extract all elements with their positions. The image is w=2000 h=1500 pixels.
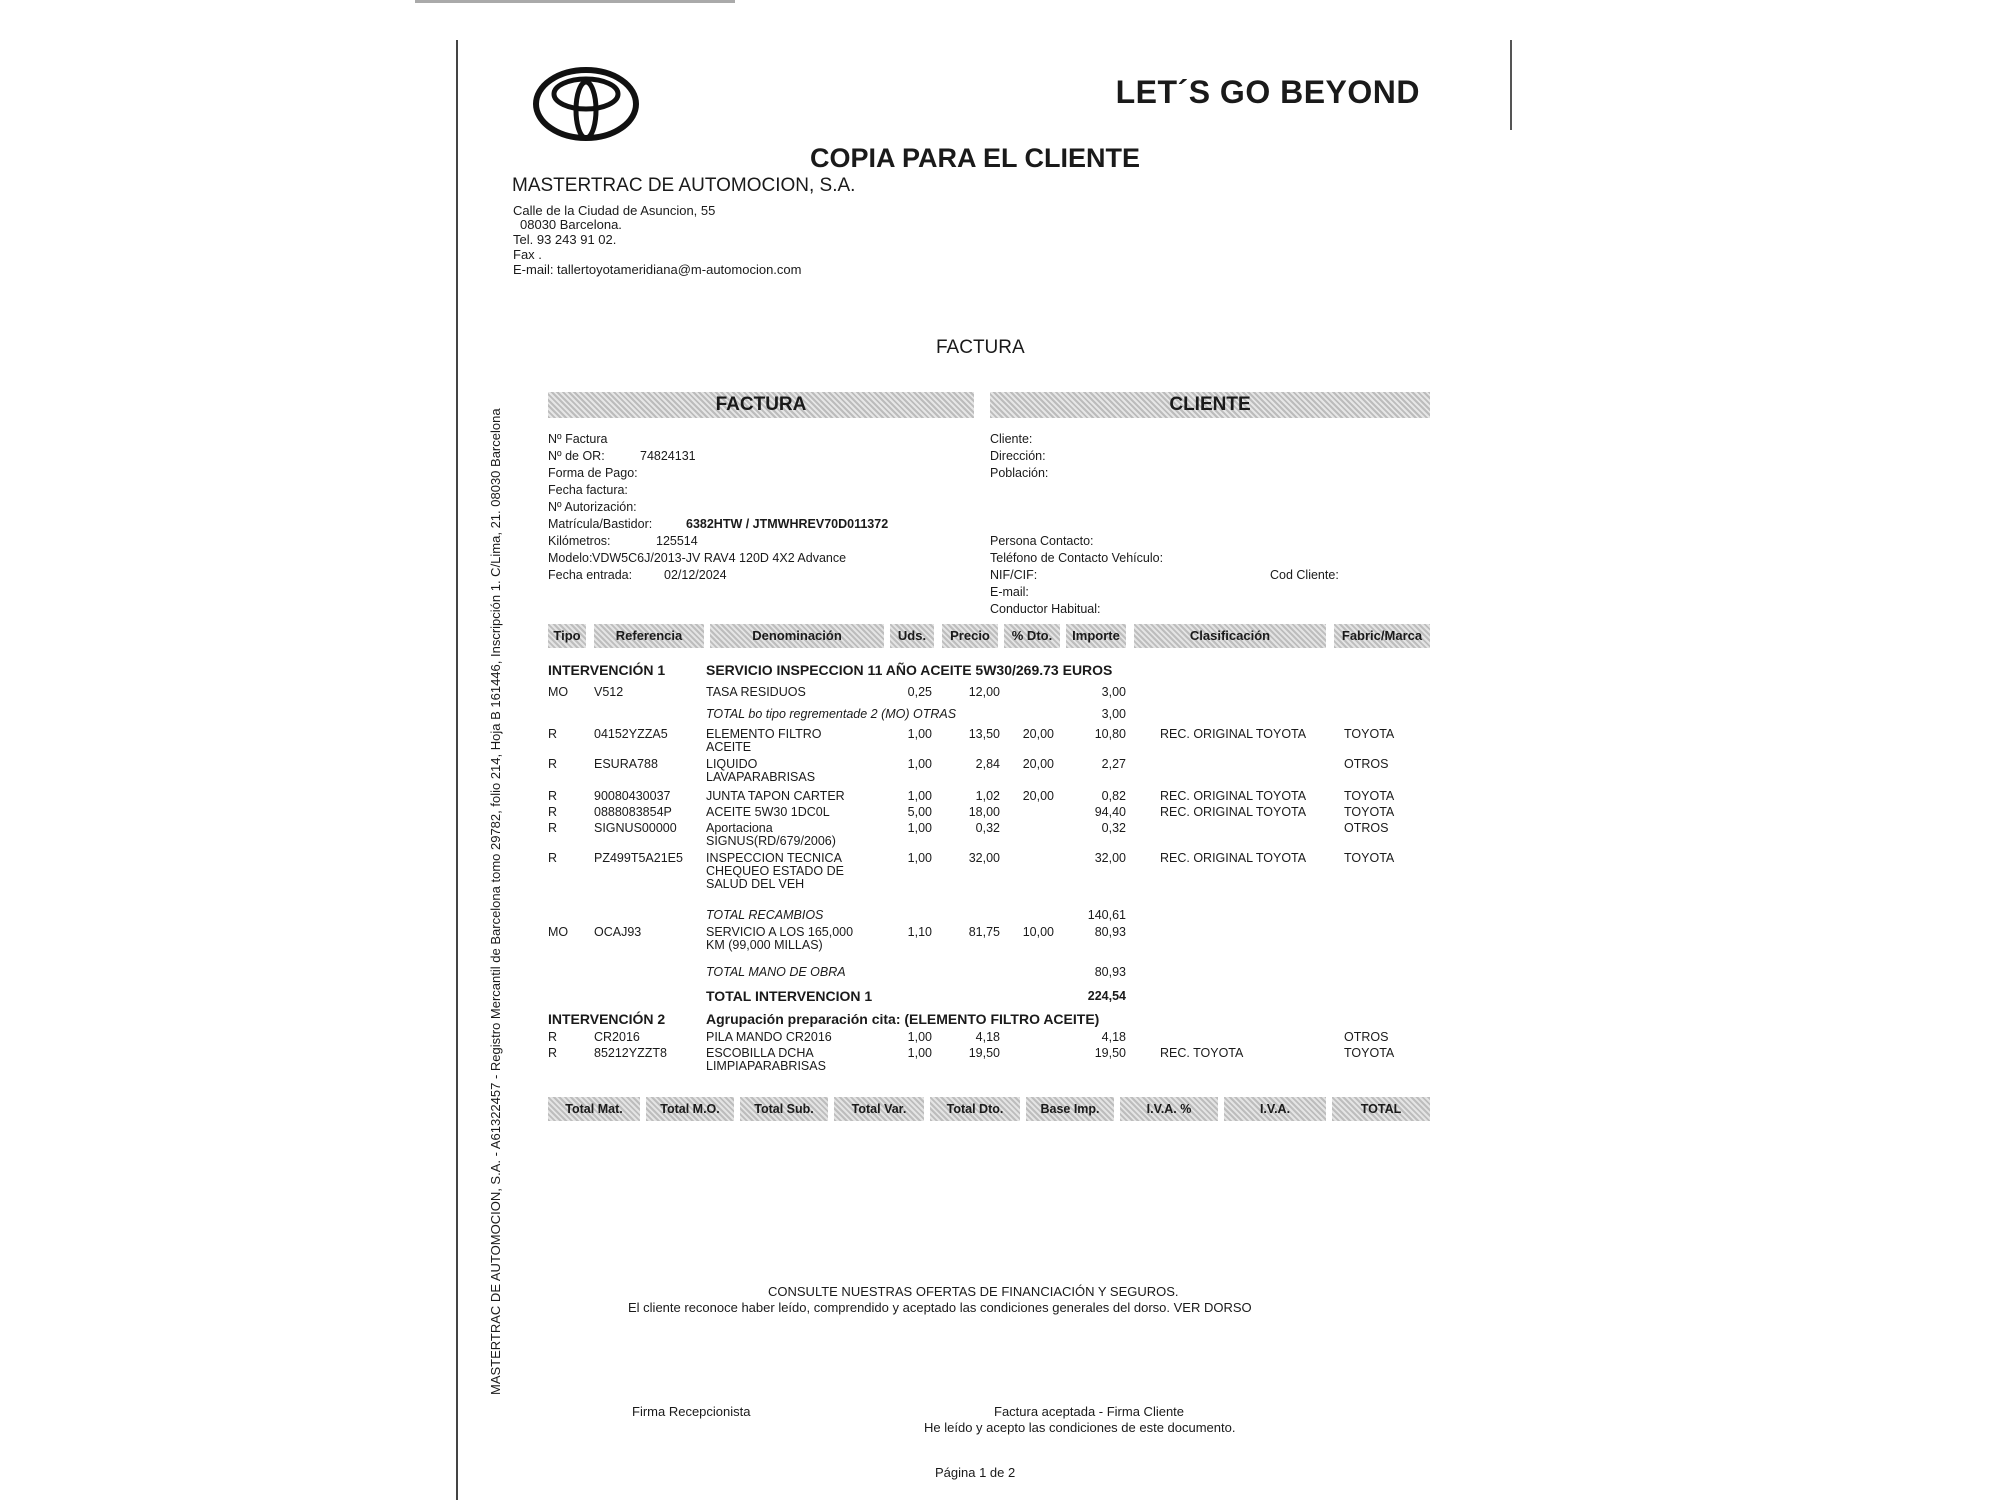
document-title: FACTURA (936, 337, 1025, 358)
cell-tipo: MO (548, 925, 569, 939)
firma-recepcionista-label: Firma Recepcionista (632, 1404, 751, 1419)
cell-marca: OTROS (1344, 757, 1389, 771)
matricula-value: 6382HTW / JTMWHREV70D011372 (686, 517, 889, 531)
cell-precio: 12,00 (968, 685, 1000, 699)
cell-precio: 19,50 (968, 1046, 1000, 1060)
cell-denominacion: ACEITE 5W30 1DC0L (706, 805, 830, 819)
total-header: Total M.O. (646, 1097, 734, 1121)
cell-imp: 0,32 (1101, 821, 1126, 835)
scan-artifact (415, 0, 735, 3)
cell-imp: 0,82 (1101, 789, 1126, 803)
cell-tipo: MO (548, 685, 569, 699)
factura-aceptada-label: Factura aceptada - Firma Cliente (994, 1404, 1185, 1419)
cell-precio: 0,32 (975, 821, 1000, 835)
col-precio: Precio (942, 624, 998, 648)
total-header: TOTAL (1332, 1097, 1430, 1121)
cell-denominacion: TOTAL bo tipo regrementade 2 (MO) OTRAS (706, 707, 957, 721)
total-header: Base Imp. (1026, 1097, 1114, 1121)
poblacion-label: Población: (990, 466, 1049, 480)
n-factura-label: Nº Factura (548, 432, 608, 446)
cell-tipo: R (548, 851, 558, 865)
cell-tipo: R (548, 727, 558, 741)
slogan: LET´S GO BEYOND (1115, 74, 1420, 110)
address-line: Tel. 93 243 91 02. (513, 232, 617, 247)
cell-imp: 2,27 (1101, 757, 1126, 771)
cell-ref: 90080430037 (594, 789, 671, 803)
cell-precio: 81,75 (968, 925, 1000, 939)
total-header: Total Mat. (548, 1097, 640, 1121)
cell-marca: TOYOTA (1344, 805, 1395, 819)
cell-imp: 80,93 (1094, 925, 1126, 939)
cell-denominacion: ELEMENTO FILTRO (706, 727, 822, 741)
total-header: Total Dto. (930, 1097, 1020, 1121)
cell-uds: 1,00 (907, 727, 932, 741)
cell-denominacion: SIGNUS(RD/679/2006) (706, 834, 836, 848)
cell-uds: 1,00 (907, 1046, 932, 1060)
cell-precio: 18,00 (968, 805, 1000, 819)
cell-uds: 1,10 (907, 925, 932, 939)
he-leido-label: He leído y acepto las condiciones de este documento. (924, 1420, 1236, 1435)
cell-denominacion: KM (99,000 MILLAS) (706, 938, 823, 952)
conditions-note: El cliente reconoce haber leído, comprendido y aceptado las condiciones generales del dorso. VER DORSO (628, 1300, 1252, 1315)
cell-imp: 19,50 (1094, 1046, 1126, 1060)
registry-side-text: MASTERTRAC DE AUTOMOCION, S.A. - A61322457 - Registro Mercantil de Barcelona tomo 29782, folio 214, Hoja B 161446, Inscripción 1. C/Lima, 21. 08030 Barcelona (488, 408, 503, 1395)
cell-denominacion: LIQUIDO (706, 757, 758, 771)
col-fabric-marca: Fabric/Marca (1334, 624, 1430, 648)
cell-ref: SIGNUS00000 (594, 821, 677, 835)
col-clasificacion: Clasificación (1134, 624, 1326, 648)
cell-denominacion: PILA MANDO CR2016 (706, 1030, 832, 1044)
persona-contacto-label: Persona Contacto: (990, 534, 1094, 548)
col-tipo: Tipo (548, 624, 586, 648)
cell-dto: 20,00 (1022, 757, 1054, 771)
toyota-logo-icon (533, 67, 639, 141)
cell-imp: 94,40 (1094, 805, 1126, 819)
cell-dto: 20,00 (1022, 789, 1054, 803)
company-name: MASTERTRAC DE AUTOMOCION, S.A. (512, 175, 856, 196)
total-header: I.V.A. % (1120, 1097, 1218, 1121)
cell-tipo: R (548, 789, 558, 803)
financing-note: CONSULTE NUESTRAS OFERTAS DE FINANCIACIÓN Y SEGUROS. (768, 1284, 1179, 1299)
cell-denominacion: JUNTA TAPON CARTER (706, 789, 845, 803)
cell-denominacion: ESCOBILLA DCHA (706, 1046, 814, 1060)
cliente-label: Cliente: (990, 432, 1033, 446)
cell-marca: TOYOTA (1344, 727, 1395, 741)
cell-denominacion: LIMPIAPARABRISAS (706, 1059, 826, 1073)
cell-tipo: R (548, 757, 558, 771)
copia-title: COPIA PARA EL CLIENTE (809, 143, 1141, 173)
cell-ref: 85212YZZT8 (594, 1046, 667, 1060)
cell-ref: ESURA788 (594, 757, 658, 771)
cell-precio: 4,18 (975, 1030, 1000, 1044)
col-referencia: Referencia (594, 624, 704, 648)
modelo-value: VDW5C6J/2013-JV RAV4 120D 4X2 Advance (592, 551, 847, 565)
n-or-value: 74824131 (640, 449, 696, 463)
cliente-section-header: CLIENTE (990, 392, 1430, 418)
cell-imp: 224,54 (1087, 989, 1126, 1003)
cell-clas: REC. TOYOTA (1160, 1046, 1244, 1060)
cell-marca: TOYOTA (1344, 1046, 1395, 1060)
cell-uds: 5,00 (907, 805, 932, 819)
total-header: I.V.A. (1224, 1097, 1326, 1121)
page-number: Página 1 de 2 (935, 1465, 1016, 1480)
cell-tipo: R (548, 1030, 558, 1044)
cell-precio: 13,50 (968, 727, 1000, 741)
conductor-label: Conductor Habitual: (990, 602, 1101, 616)
nif-label: NIF/CIF: (990, 568, 1038, 582)
cell-uds: 1,00 (907, 1030, 932, 1044)
cell-clas: REC. ORIGINAL TOYOTA (1160, 727, 1307, 741)
cell-imp: 4,18 (1101, 1030, 1126, 1044)
cell-uds: 1,00 (907, 851, 932, 865)
cell-denominacion: TOTAL MANO DE OBRA (706, 965, 846, 979)
n-autorizacion-label: Nº Autorización: (548, 500, 637, 514)
total-header: Total Var. (834, 1097, 924, 1121)
matricula-label: Matrícula/Bastidor: (548, 517, 653, 531)
cell-imp: 32,00 (1094, 851, 1126, 865)
cell-uds: 1,00 (907, 821, 932, 835)
cell-denominacion: TOTAL RECAMBIOS (706, 908, 824, 922)
cell-uds: 1,00 (907, 789, 932, 803)
cell-tipo: R (548, 1046, 558, 1060)
direccion-label: Dirección: (990, 449, 1046, 463)
cell-tipo: R (548, 805, 558, 819)
cell-denominacion: Aportaciona (706, 821, 773, 835)
intervencion-2-label: INTERVENCIÓN 2 (548, 1011, 666, 1027)
cell-imp: 3,00 (1101, 707, 1126, 721)
cell-precio: 1,02 (975, 789, 1000, 803)
cell-denominacion: INSPECCION TECNICA (706, 851, 842, 865)
fecha-entrada-label: Fecha entrada: (548, 568, 633, 582)
col-denominacion: Denominación (710, 624, 884, 648)
kilometros-value: 125514 (656, 534, 698, 548)
cell-uds: 0,25 (907, 685, 932, 699)
intervencion-1-desc: SERVICIO INSPECCION 11 AÑO ACEITE 5W30/269.73 EUROS (706, 662, 1113, 678)
cell-denominacion: TASA RESIDUOS (706, 685, 806, 699)
page-edge-left (456, 40, 458, 1500)
address-line: Calle de la Ciudad de Asuncion, 55 (513, 203, 716, 218)
cell-ref: CR2016 (594, 1030, 640, 1044)
factura-section-header: FACTURA (548, 392, 974, 418)
cell-uds: 1,00 (907, 757, 932, 771)
cell-ref: 04152YZZA5 (594, 727, 668, 741)
cell-marca: TOYOTA (1344, 851, 1395, 865)
intervencion-2-desc: Agrupación preparación cita: (ELEMENTO FILTRO ACEITE) (706, 1011, 1100, 1027)
col-dto: % Dto. (1004, 624, 1060, 648)
address-line: 08030 Barcelona. (520, 217, 622, 232)
cell-clas: REC. ORIGINAL TOYOTA (1160, 851, 1307, 865)
cell-marca: TOYOTA (1344, 789, 1395, 803)
telefono-contacto-label: Teléfono de Contacto Vehículo: (990, 551, 1164, 565)
cell-tipo: R (548, 821, 558, 835)
page-edge-right (1510, 40, 1512, 130)
cell-ref: V512 (594, 685, 624, 699)
kilometros-label: Kilómetros: (548, 534, 611, 548)
cell-imp: 80,93 (1094, 965, 1126, 979)
col-importe: Importe (1066, 624, 1126, 648)
cell-denominacion: LAVAPARABRISAS (706, 770, 816, 784)
cell-precio: 32,00 (968, 851, 1000, 865)
cell-precio: 2,84 (975, 757, 1000, 771)
cell-ref: OCAJ93 (594, 925, 642, 939)
fecha-factura-label: Fecha factura: (548, 483, 628, 497)
cell-marca: OTROS (1344, 1030, 1389, 1044)
cell-clas: REC. ORIGINAL TOYOTA (1160, 789, 1307, 803)
modelo-label: Modelo: (548, 551, 593, 565)
total-header: Total Sub. (740, 1097, 828, 1121)
cell-denominacion: TOTAL INTERVENCION 1 (706, 988, 873, 1004)
cell-denominacion: SALUD DEL VEH (706, 877, 805, 891)
cell-imp: 140,61 (1087, 908, 1126, 922)
cell-imp: 10,80 (1094, 727, 1126, 741)
cod-cliente-label: Cod Cliente: (1270, 568, 1339, 582)
cell-denominacion: SERVICIO A LOS 165,000 (706, 925, 854, 939)
cell-clas: REC. ORIGINAL TOYOTA (1160, 805, 1307, 819)
fecha-entrada-value: 02/12/2024 (664, 568, 727, 582)
cell-denominacion: ACEITE (706, 740, 752, 754)
cell-ref: PZ499T5A21E5 (594, 851, 683, 865)
cell-dto: 20,00 (1022, 727, 1054, 741)
forma-pago-label: Forma de Pago: (548, 466, 638, 480)
address-line: Fax . (513, 247, 542, 262)
cell-denominacion: CHEQUEO ESTADO DE (706, 864, 844, 878)
email-label: E-mail: (990, 585, 1029, 599)
col-uds: Uds. (890, 624, 934, 648)
cell-dto: 10,00 (1022, 925, 1054, 939)
n-or-label: Nº de OR: (548, 449, 605, 463)
cell-marca: OTROS (1344, 821, 1389, 835)
cell-imp: 3,00 (1101, 685, 1126, 699)
intervencion-1-label: INTERVENCIÓN 1 (548, 662, 666, 678)
address-line: E-mail: tallertoyotameridiana@m-automocion.com (513, 262, 802, 277)
cell-ref: 0888083854P (594, 805, 672, 819)
